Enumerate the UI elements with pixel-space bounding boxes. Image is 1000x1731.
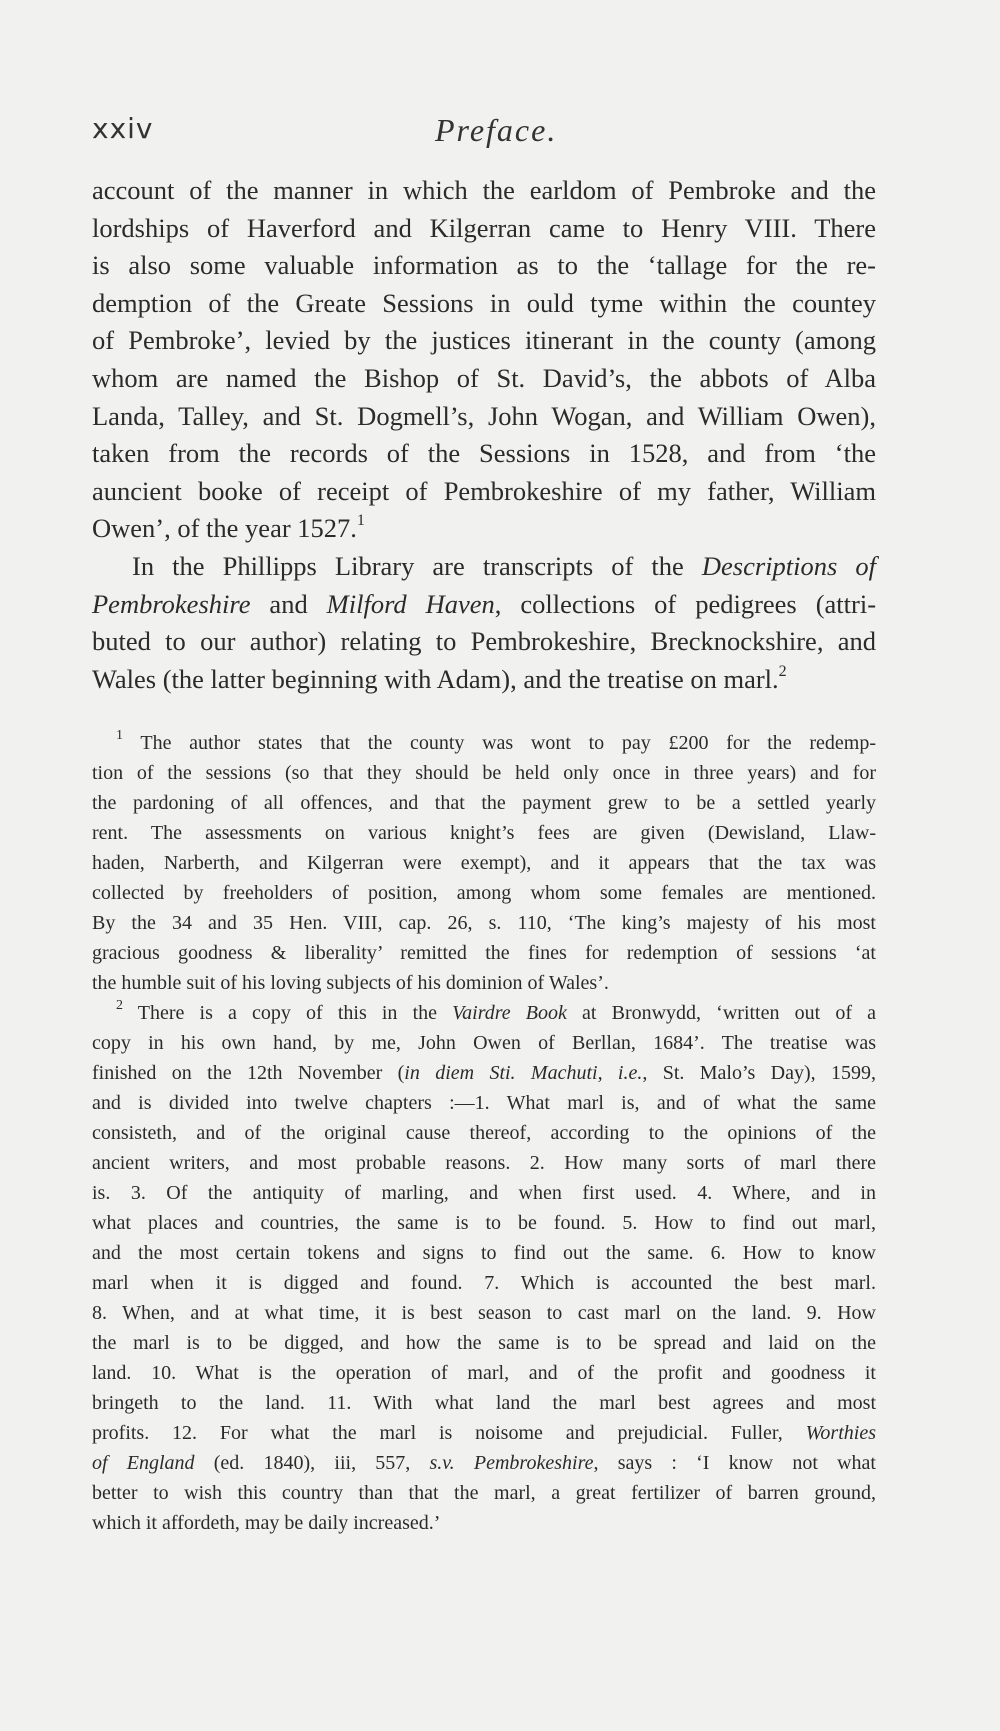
footnote-line: By the 34 and 35 Hen. VIII, cap. 26, s. 110, ‘The king’s majesty of his most <box>92 912 876 934</box>
text-run: , St. Malo’s Day), 1599, <box>642 1062 877 1084</box>
text-run: profits. 12. For what the marl is noisome and prejudicial. Fuller, <box>92 1422 806 1444</box>
footnote-line <box>92 1448 876 1478</box>
running-title: Preface. <box>435 112 558 148</box>
footnote-ref-1: 1 <box>356 512 365 530</box>
text-line: is also some valuable information as to the ‘tallage for the re- <box>92 250 876 281</box>
text-run: Owen’, of the year 1527. <box>92 513 357 544</box>
main-text <box>92 172 876 698</box>
text-run: In the Phillipps Library are transcripts of the <box>132 550 702 581</box>
footnote-ref-2: 2 <box>778 662 787 680</box>
text-run: , collections of pedigrees (attri- <box>494 588 877 619</box>
text-line: lordships of Haverford and Kilgerran came to Henry VIII. There <box>92 212 876 243</box>
text-run: (ed. 1840), iii, 557, <box>194 1452 430 1474</box>
footnote-line: tion of the sessions (so that they should be held only once in three years) and for <box>92 762 876 784</box>
footnote-line: the marl is to be digged, and how the same is to be spread and laid on the <box>92 1332 876 1354</box>
footnote-marker-2: 2 <box>116 998 123 1013</box>
text-line: of Pembroke’, levied by the justices itinerant in the county (among <box>92 325 876 356</box>
text-run: The author states that the county was wont to pay £200 for the redemp- <box>123 732 876 754</box>
footnote-line: bringeth to the land. 11. With what land the marl best agrees and most <box>92 1392 876 1414</box>
text-line <box>92 548 876 586</box>
italic-title: Milford Haven <box>326 588 495 619</box>
text-run: at Bronwydd, ‘written out of a <box>566 1002 876 1024</box>
footnote-line: ancient writers, and most probable reasons. 2. How many sorts of marl there <box>92 1152 876 1174</box>
text-line: buted to our author) relating to Pembrokeshire, Brecknockshire, and <box>92 626 876 657</box>
footnote-line: land. 10. What is the operation of marl, and of the profit and goodness it <box>92 1362 876 1384</box>
text-line: whom are named the Bishop of St. David’s, the abbots of Alba <box>92 362 876 393</box>
text-line: taken from the records of the Sessions in 1528, and from ‘the <box>92 438 876 469</box>
footnote-line: gracious goodness & liberality’ remitted the fines for redemption of sessions ‘at <box>92 942 876 964</box>
text-line <box>92 661 876 699</box>
footnote-line: collected by freeholders of position, among whom some females are mentioned. <box>92 882 876 904</box>
footnote-line: haden, Narberth, and Kilgerran were exempt), and it appears that the tax was <box>92 852 876 874</box>
text-run: , says : ‘I know not what <box>593 1452 876 1474</box>
footnote-line: 8. When, and at what time, it is best season to cast marl on the land. 9. How <box>92 1302 876 1324</box>
italic-phrase: s.v. Pembrokeshire <box>429 1452 594 1474</box>
italic-phrase: in diem Sti. Machuti, i.e. <box>404 1062 643 1084</box>
text-line: account of the manner in which the earldom of Pembroke and the <box>92 175 876 205</box>
text-run: Wales (the latter beginning with Adam), and the treatise on marl. <box>92 663 779 694</box>
footnote-line <box>92 1058 876 1088</box>
page-header <box>92 112 904 158</box>
text-line <box>92 510 876 548</box>
footnote-line: better to wish this country than that the marl, a great fertilizer of barren ground, <box>92 1482 876 1504</box>
text-line <box>92 586 876 624</box>
footnote-marker-1: 1 <box>116 728 123 743</box>
footnote-line: is. 3. Of the antiquity of marling, and when first used. 4. Where, and in <box>92 1182 876 1204</box>
text-run: and <box>250 588 327 619</box>
italic-title: Vairdre Book <box>452 1002 567 1024</box>
footnote-line <box>92 998 876 1028</box>
footnote-line: and the most certain tokens and signs to find out the same. 6. How to know <box>92 1242 876 1264</box>
footnote-line <box>92 1418 876 1448</box>
footnote-line: what places and countries, the same is to be found. 5. How to find out marl, <box>92 1212 876 1234</box>
footnote-line: copy in his own hand, by me, John Owen of Berllan, 1684’. The treatise was <box>92 1032 876 1054</box>
italic-title: Worthies <box>805 1422 876 1444</box>
footnote-line <box>92 728 876 758</box>
text-run: finished on the 12th November ( <box>92 1062 405 1084</box>
italic-title: Descriptions of <box>701 550 876 581</box>
footnote-line: the humble suit of his loving subjects of his dominion of Wales’. <box>92 972 609 994</box>
footnote-line: the pardoning of all offences, and that the payment grew to be a settled yearly <box>92 792 876 814</box>
footnote-line: which it affordeth, may be daily increased.’ <box>92 1512 441 1534</box>
footnotes <box>92 728 876 1538</box>
footnote-line: rent. The assessments on various knight’s fees are given (Dewisland, Llaw- <box>92 822 876 844</box>
text-line: Landa, Talley, and St. Dogmell’s, John Wogan, and William Owen), <box>92 400 876 431</box>
page-number: xxiv <box>92 112 154 145</box>
text-line: auncient booke of receipt of Pembrokeshire of my father, William <box>92 475 876 506</box>
italic-title: Pembrokeshire <box>92 588 251 619</box>
footnote-line: consisteth, and of the original cause thereof, according to the opinions of the <box>92 1122 876 1144</box>
footnote-line: marl when it is digged and found. 7. Which is accounted the best marl. <box>92 1272 876 1294</box>
text-run: There is a copy of this in the <box>123 1002 453 1024</box>
text-line: demption of the Greate Sessions in ould tyme within the countey <box>92 287 876 318</box>
footnote-line: and is divided into twelve chapters :—1. What marl is, and of what the same <box>92 1092 876 1114</box>
italic-title: of England <box>92 1452 195 1474</box>
